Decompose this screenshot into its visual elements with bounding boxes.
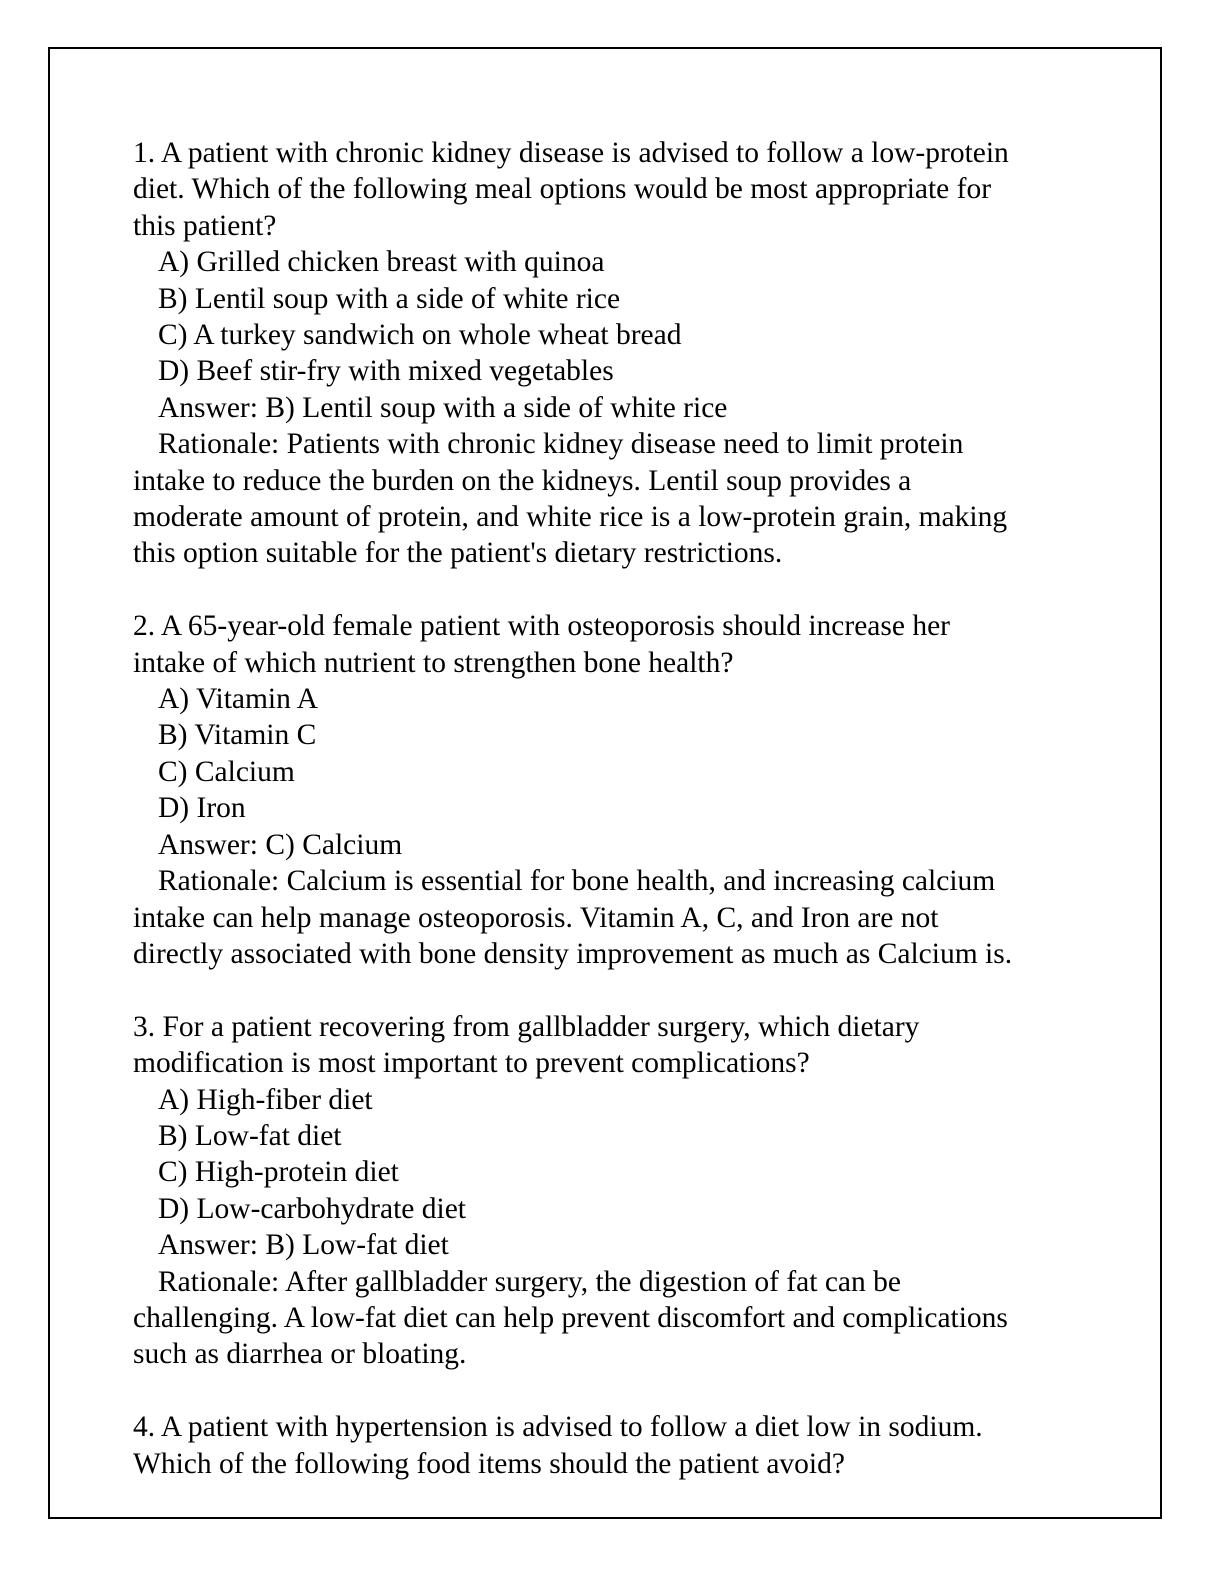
rationale-line: Rationale: After gallbladder surgery, the digestion of fat can be (158, 1265, 901, 1298)
question-stem-line: 3. For a patient recovering from gallbladder surgery, which dietary (133, 1010, 920, 1043)
rationale (133, 863, 1123, 972)
question-stem-line: diet. Which of the following meal options would be most appropriate for (133, 173, 992, 206)
option-d: D) Iron (158, 792, 246, 825)
option-b: B) Low-fat diet (158, 1119, 342, 1152)
question-stem-line: modification is most important to prevent complications? (133, 1047, 810, 1080)
rationale-line: intake to reduce the burden on the kidneys. Lentil soup provides a (133, 464, 912, 497)
rationale (133, 426, 1123, 572)
option-a: A) Vitamin A (158, 683, 318, 716)
rationale-line: Rationale: Calcium is essential for bone health, and increasing calcium (158, 865, 996, 898)
rationale-line: this option suitable for the patient's dietary restrictions. (133, 537, 783, 570)
option-a: A) Grilled chicken breast with quinoa (158, 246, 605, 279)
question-stem-line: 1. A patient with chronic kidney disease is advised to follow a low-protein (133, 137, 1009, 169)
rationale-line: such as diarrhea or bloating. (133, 1338, 467, 1371)
option-c: C) Calcium (158, 755, 295, 788)
rationale-line: Rationale: Patients with chronic kidney disease need to limit protein (158, 428, 964, 461)
rationale-line: moderate amount of protein, and white rice is a low-protein grain, making (133, 501, 1008, 534)
question-stem-line: intake of which nutrient to strengthen bone health? (133, 646, 734, 679)
question-stem-line: 2. A 65-year-old female patient with osteoporosis should increase her (133, 610, 950, 643)
option-d: D) Low-carbohydrate diet (158, 1192, 466, 1225)
question-2 (133, 608, 1123, 972)
answer-line: Answer: C) Calcium (158, 828, 403, 861)
answer-line: Answer: B) Lentil soup with a side of white rice (158, 391, 728, 424)
question-1 (133, 135, 1123, 572)
option-a: A) High-fiber diet (158, 1083, 373, 1116)
option-c: C) A turkey sandwich on whole wheat bread (158, 319, 682, 352)
option-d: D) Beef stir-fry with mixed vegetables (158, 355, 614, 388)
option-b: B) Vitamin C (158, 719, 317, 752)
question-stem-line: 4. A patient with hypertension is advised to follow a diet low in sodium. (133, 1411, 983, 1444)
question-3 (133, 1009, 1123, 1373)
option-c: C) High-protein diet (158, 1156, 399, 1189)
rationale-line: challenging. A low-fat diet can help prevent discomfort and complications (133, 1301, 1008, 1334)
rationale (133, 1264, 1123, 1373)
question-stem-line: Which of the following food items should the patient avoid? (133, 1447, 845, 1480)
question-4 (133, 1409, 1123, 1482)
rationale-line: intake can help manage osteoporosis. Vitamin A, C, and Iron are not (133, 901, 939, 934)
answer-line: Answer: B) Low-fat diet (158, 1229, 449, 1262)
document-body (133, 135, 1123, 1518)
question-stem-line: this patient? (133, 209, 277, 242)
rationale-line: directly associated with bone density improvement as much as Calcium is. (133, 937, 1013, 970)
option-b: B) Lentil soup with a side of white rice (158, 282, 621, 315)
